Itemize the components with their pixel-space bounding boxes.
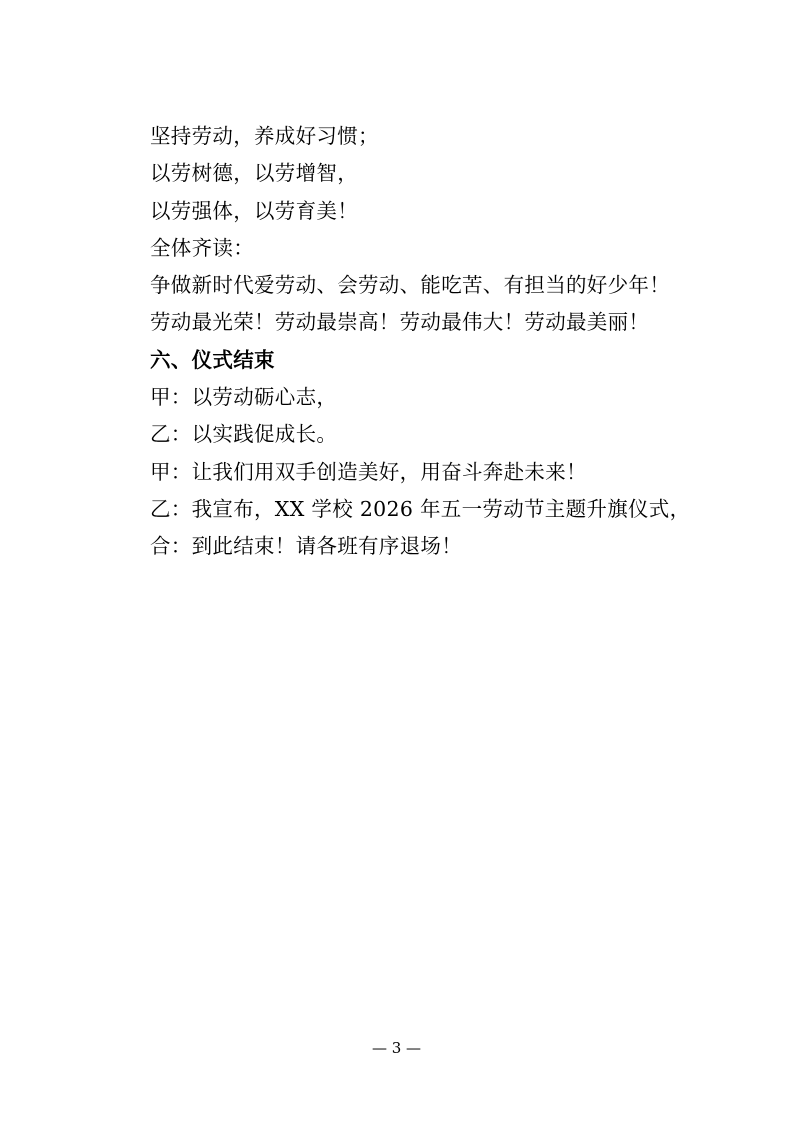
body-line: 以劳树德，以劳增智，: [150, 161, 358, 186]
section-heading: 六、仪式结束: [150, 347, 275, 372]
body-line: 争做新时代爱劳动、会劳动、能吃苦、有担当的好少年！: [150, 273, 670, 298]
body-line: 乙：以实践促成长。: [150, 422, 338, 447]
body-line: 劳动最光荣！劳动最崇高！劳动最伟大！劳动最美丽！: [150, 310, 650, 335]
body-line: 全体齐读：: [150, 235, 254, 260]
body-line: 甲：以劳动砺心志，: [150, 385, 338, 410]
body-line: 合：到此结束！请各班有序退场！: [150, 534, 462, 559]
body-line: 以劳强体，以劳育美！: [150, 198, 358, 223]
document-body: [150, 118, 710, 566]
page-number: — 3 —: [371, 1039, 422, 1057]
body-line: 乙：我宣布，XX 学校 2026 年五一劳动节主题升旗仪式，: [150, 496, 691, 521]
body-line: 坚持劳动，养成好习惯；: [150, 124, 379, 148]
body-line: 甲：让我们用双手创造美好，用奋斗奔赴未来！: [150, 459, 587, 484]
